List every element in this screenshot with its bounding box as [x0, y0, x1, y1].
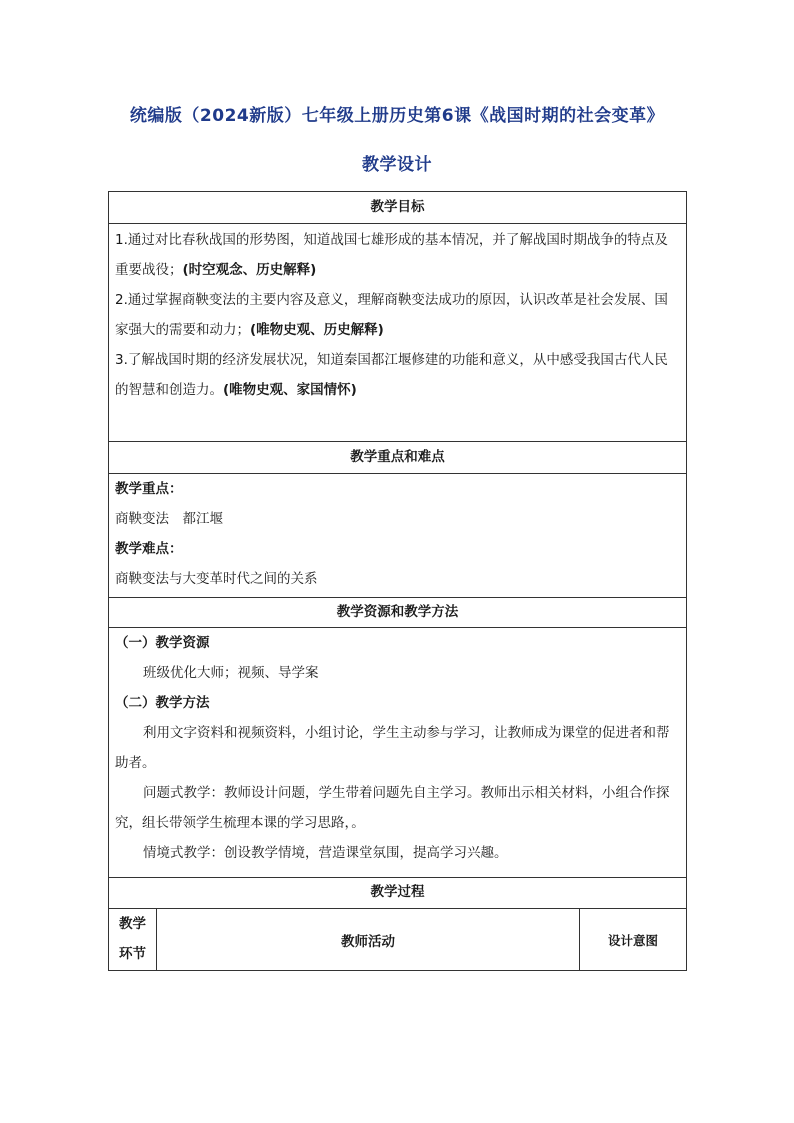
- goal-item-2: 2.通过掌握商鞅变法的主要内容及意义，理解商鞅变法成功的原因，认识改革是社会发展、国家强大的需要和动力；(唯物史观、历史解释): [115, 292, 668, 338]
- document-title: 统编版（2024新版）七年级上册历史第6课《战国时期的社会变革》: [129, 106, 665, 126]
- goals-header-row: [109, 192, 687, 224]
- goal-item-1: 1.通过对比春秋战国的形势图，知道战国七雄形成的基本情况，并了解战国时期战争的特点及重要战役；(时空观念、历史解释): [115, 232, 668, 278]
- process-header-row: [109, 878, 687, 909]
- goals-header: 教学目标: [109, 192, 687, 224]
- keypoints-header: 教学重点和难点: [109, 442, 687, 474]
- document-subtitle: 教学设计: [362, 155, 432, 175]
- stage-label-line2: 环节: [119, 946, 146, 962]
- process-col-intent: 设计意图: [580, 909, 687, 971]
- keypoints-content-row: [109, 474, 687, 598]
- resources-content-row: [109, 628, 687, 878]
- resources-header: 教学资源和教学方法: [109, 598, 687, 628]
- process-col-stage: [109, 909, 157, 971]
- process-col-teacher: 教师活动: [157, 909, 580, 971]
- difficulty-text: 商鞅变法与大变革时代之间的关系: [115, 571, 318, 587]
- difficulty-label: 教学难点：: [115, 541, 183, 557]
- keypoints-header-row: [109, 442, 687, 474]
- resources-header-row: [109, 598, 687, 628]
- lesson-plan-table: [108, 191, 687, 971]
- process-columns-row: [109, 909, 687, 971]
- method-paragraph-3: 情境式教学：创设教学情境，营造课堂氛围，提高学习兴趣。: [143, 845, 508, 861]
- resources-label: （一）教学资源: [115, 635, 210, 651]
- goals-content: [109, 224, 687, 442]
- methods-label: （二）教学方法: [115, 695, 210, 711]
- method-paragraph-2: 问题式教学：教师设计问题，学生带着问题先自主学习。教师出示相关材料，小组合作探究，组长带领学生梳理本课的学习思路，。: [115, 785, 670, 831]
- method-paragraph-1: 利用文字资料和视频资料，小组讨论，学生主动参与学习，让教师成为课堂的促进者和帮助者。: [115, 725, 670, 771]
- focus-label: 教学重点：: [115, 481, 183, 497]
- resources-text: 班级优化大师；视频、导学案: [143, 665, 319, 681]
- stage-label-line1: 教学: [119, 916, 146, 932]
- resources-content: [109, 628, 687, 878]
- process-header: 教学过程: [109, 878, 687, 909]
- goals-content-row: [109, 224, 687, 442]
- focus-text: 商鞅变法 都江堰: [115, 511, 223, 527]
- keypoints-content: [109, 474, 687, 598]
- goal-item-3: 3.了解战国时期的经济发展状况，知道秦国都江堰修建的功能和意义，从中感受我国古代人民的智慧和创造力。(唯物史观、家国情怀): [115, 352, 668, 398]
